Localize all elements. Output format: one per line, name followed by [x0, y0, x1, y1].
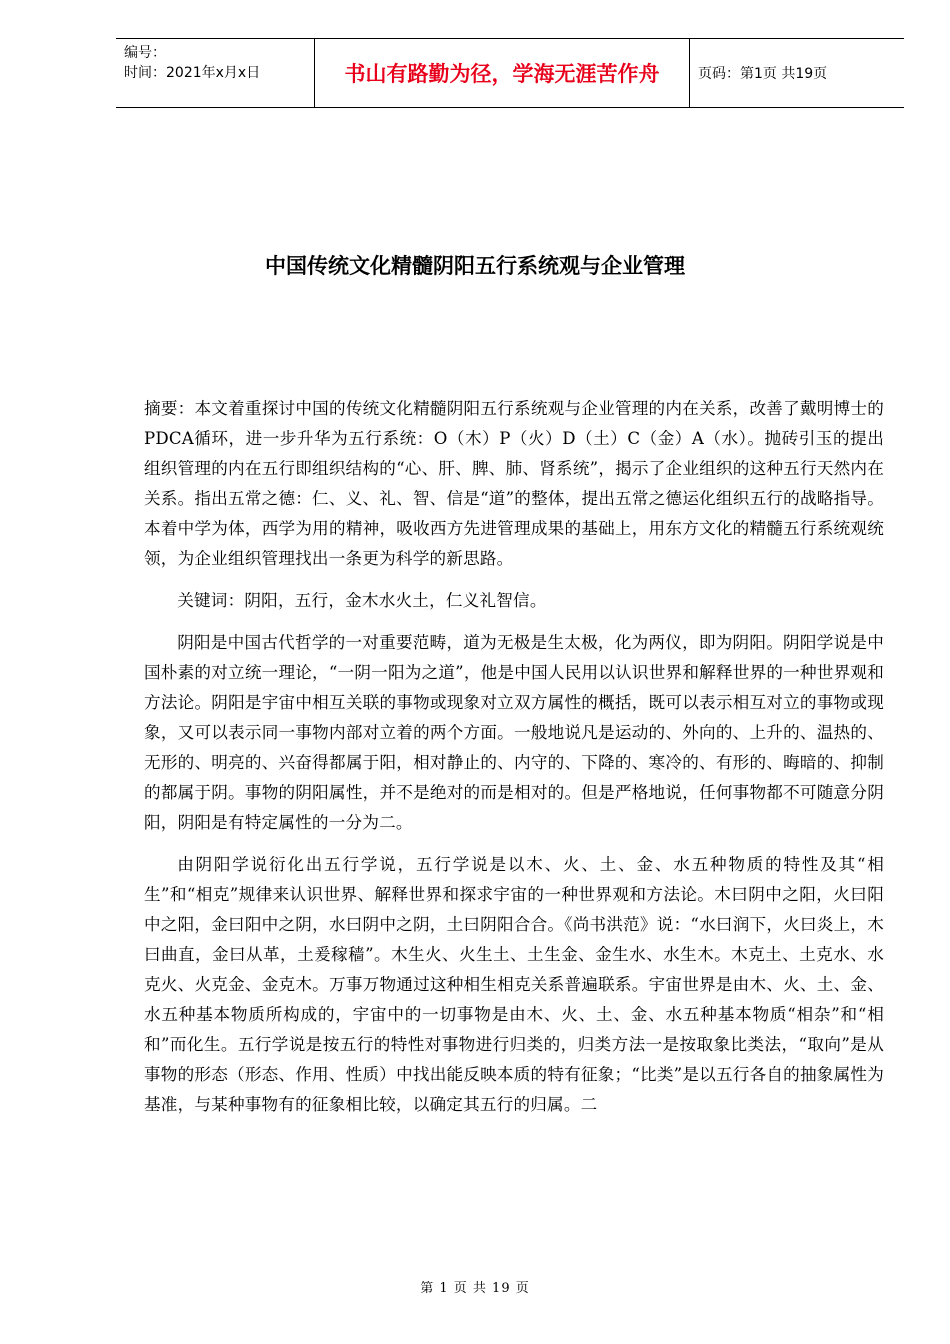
document-header — [116, 38, 904, 108]
abstract-paragraph: 摘要：本文着重探讨中国的传统文化精髓阴阳五行系统观与企业管理的内在关系，改善了戴明博士的PDCA循环，进一步升华为五行系统：O（木）P（火）D（土）C（金）A（水）。抛砖引玉的提出组织管理的内在五行即组织结构的“心、肝、脾、肺、肾系统”，揭示了企业组织的这种五行天然内在关系。指出五常之德：仁、义、礼、智、信是“道”的整体，提出五常之德运化组织五行的战略指导。本着中学为体，西学为用的精神，吸收西方先进管理成果的基础上，用东方文化的精髓五行系统观统领，为企业组织管理找出一条更为科学的新思路。 — [144, 399, 884, 568]
keywords-paragraph: 关键词：阴阳，五行，金木水火土，仁义礼智信。 — [177, 591, 547, 610]
document-title: 中国传统文化精髓阴阳五行系统观与企业管理 — [265, 254, 685, 278]
header-number: 编号： — [124, 45, 166, 61]
page-footer: 第 1 页 共 19 页 — [420, 1281, 530, 1296]
body-paragraph: 由阴阳学说衍化出五行学说，五行学说是以木、火、土、金、水五种物质的特性及其“相生”和“相克”规律来认识世界、解释世界和探求宇宙的一种世界观和方法论。木曰阴中之阳，火曰阳中之阳，金曰阳中之阴，水曰阴中之阴，土曰阴阳合合。《尚书洪范》说：“水曰润下，火曰炎上，木曰曲直，金曰从革，土爰稼穑”。木生火、火生土、土生金、金生水、水生木。木克土、土克水、水克火、火克金、金克木。万事万物通过这种相生相克关系普遍联系。宇宙世界是由木、火、土、金、水五种基本物质所构成的，宇宙中的一切事物是由木、火、土、金、水五种基本物质“相杂”和“相和”而化生。五行学说是按五行的特性对事物进行归类的，归类方法一是按取象比类法，“取向”是从事物的形态（形态、作用、性质）中找出能反映本质的特有征象；“比类”是以五行各自的抽象属性为基准，与某种事物有的征象相比较，以确定其五行的归属。二 — [144, 855, 884, 1114]
header-meta — [116, 39, 315, 107]
header-time: 时间：2021年x月x日 — [124, 65, 261, 81]
document-body — [144, 394, 884, 1132]
body-paragraph: 阴阳是中国古代哲学的一对重要范畴，道为无极是生太极，化为两仪，即为阴阳。阴阳学说是中国朴素的对立统一理论，“一阴一阳为之道”，他是中国人民用以认识世界和解释世界的一种世界观和方法论。阴阳是宇宙中相互关联的事物或现象对立双方属性的概括，既可以表示相互对立的事物或现象，又可以表示同一事物内部对立着的两个方面。一般地说凡是运动的、外向的、上升的、温热的、无形的、明亮的、兴奋得都属于阳，相对静止的、内守的、下降的、寒冷的、有形的、晦暗的、抑制的都属于阴。事物的阴阳属性，并不是绝对的而是相对的。但是严格地说，任何事物都不可随意分阴阳，阴阳是有特定属性的一分为二。 — [144, 633, 884, 832]
header-page-info: 页码：第1页 共19页 — [698, 66, 828, 82]
header-motto: 书山有路勤为径，学海无涯苦作舟 — [315, 39, 690, 107]
